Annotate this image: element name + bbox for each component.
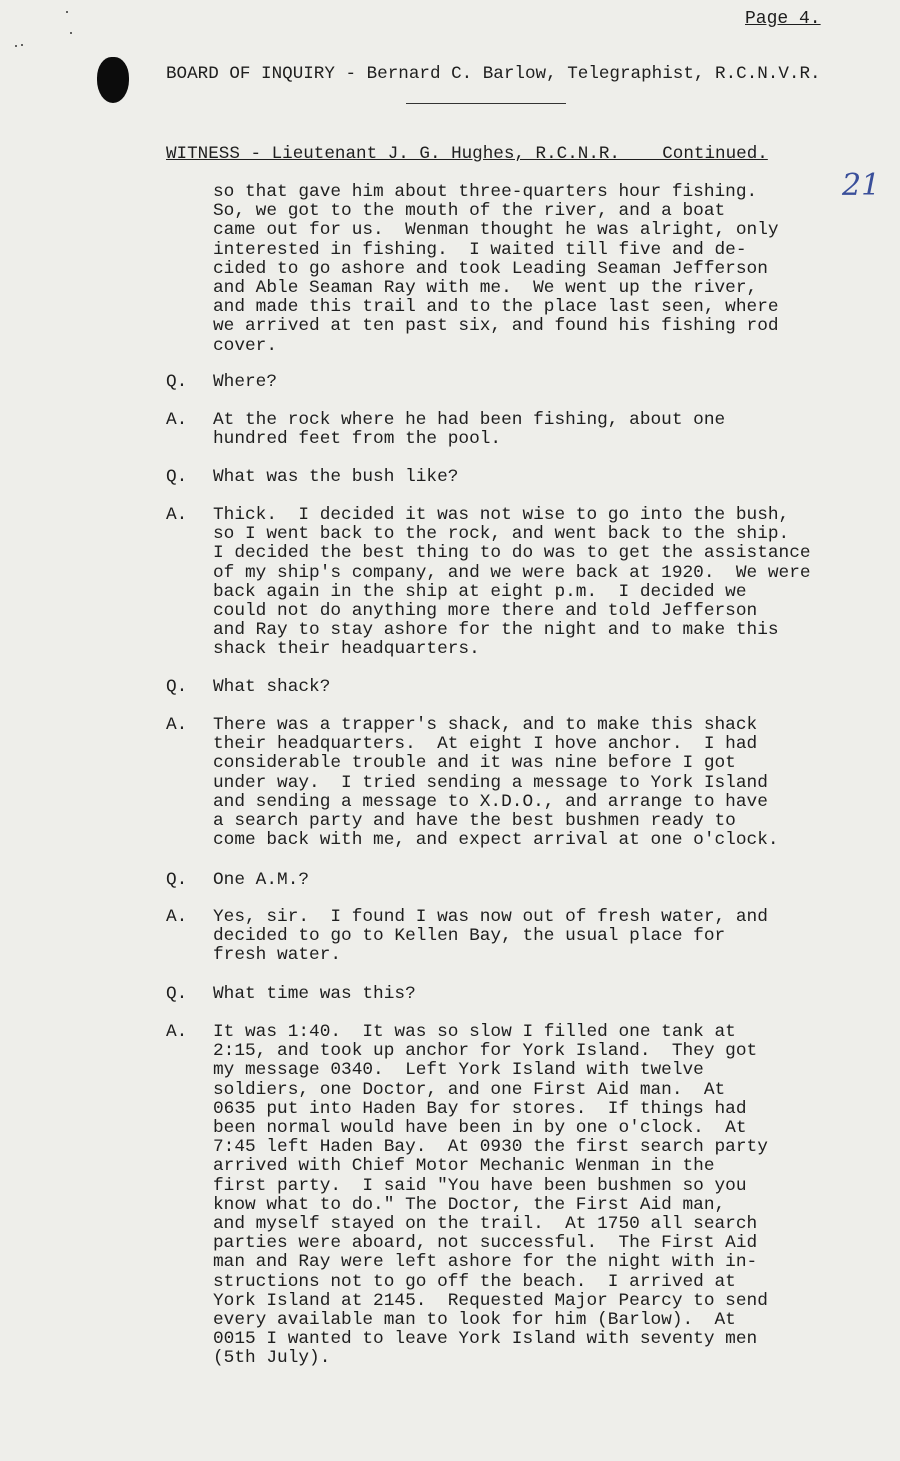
- continued-answer: so that gave him about three-quarters hour fishing. So, we got to the mouth of the river, and a boat came out for us. Wenman thought he was alright, only interested in fishing. I waited till five and de- cided to go ashore and took Leading Seaman Jefferson and Able Seaman Ray with me. We went up the river, and made this trail and to the place last seen, where we arrived at ten past six, and found his fishing rod cover.: [213, 182, 779, 356]
- question-text: What was the bush like?: [213, 467, 459, 487]
- answer-marker: A.: [166, 410, 188, 430]
- question-marker: Q.: [166, 870, 188, 890]
- answer-text: Thick. I decided it was not wise to go into the bush, so I went back to the rock, and went back to the ship. I decided the best thing to do was to get the assistance of my ship's company, and we were back at 1920. We were back again in the ship at eight p.m. I decided we could not do anything more there and told Jefferson and Ray to stay ashore for the night and to make this shack their headquarters.: [213, 505, 811, 660]
- answer-text: Yes, sir. I found I was now out of fresh water, and decided to go to Kellen Bay, the usual place for fresh water.: [213, 907, 768, 966]
- question-marker: Q.: [166, 677, 188, 697]
- speck: [66, 11, 68, 13]
- handwritten-page-number: 21: [842, 168, 881, 203]
- question-marker: Q.: [166, 372, 188, 392]
- witness-line: WITNESS - Lieutenant J. G. Hughes, R.C.N.R. Continued.: [166, 144, 768, 164]
- answer-text: At the rock where he had been fishing, about one hundred feet from the pool.: [213, 410, 726, 450]
- answer-marker: A.: [166, 907, 188, 927]
- document-heading: BOARD OF INQUIRY - Bernard C. Barlow, Telegraphist, R.C.N.V.R.: [166, 64, 821, 84]
- question-marker: Q.: [166, 467, 188, 487]
- page-number: Page 4.: [745, 9, 821, 29]
- heading-divider: [406, 103, 566, 104]
- answer-marker: A.: [166, 1022, 188, 1042]
- answer-marker: A.: [166, 715, 188, 735]
- punch-hole-mark: [97, 57, 129, 103]
- answer-marker: A.: [166, 505, 188, 525]
- question-text: What time was this?: [213, 984, 416, 1004]
- question-text: One A.M.?: [213, 870, 310, 890]
- speck: [70, 32, 72, 34]
- speck: [21, 44, 23, 46]
- answer-text: It was 1:40. It was so slow I filled one tank at 2:15, and took up anchor for York Island. They got my message 0340. Left York Island with twelve soldiers, one Doctor, and one First Aid man. At 0635 put into Haden Bay for stores. If things had been normal would have been in by one o'clock. At 7:45 left Haden Bay. At 0930 the first search party arrived with Chief Motor Mechanic Wenman in the first party. I said "You have been bushmen so you know what to do." The Doctor, the First Aid man, and myself stayed on the trail. At 1750 all search parties were aboard, not successful. The First Aid man and Ray were left ashore for the night with in- structions not to go off the beach. I arrived at York Island at 2145. Requested Major Pearcy to send every available man to look for him (Barlow). At 0015 I wanted to leave York Island with seventy men (5th July).: [213, 1022, 768, 1369]
- answer-text: There was a trapper's shack, and to make this shack their headquarters. At eight I hove anchor. I had considerable trouble and it was nine before I got under way. I tried sending a message to York Island and sending a message to X.D.O., and arrange to have a search party and have the best bushmen ready to come back with me, and expect arrival at one o'clock.: [213, 715, 779, 851]
- question-text: Where?: [213, 372, 278, 392]
- question-text: What shack?: [213, 677, 331, 697]
- speck: [15, 45, 17, 47]
- question-marker: Q.: [166, 984, 188, 1004]
